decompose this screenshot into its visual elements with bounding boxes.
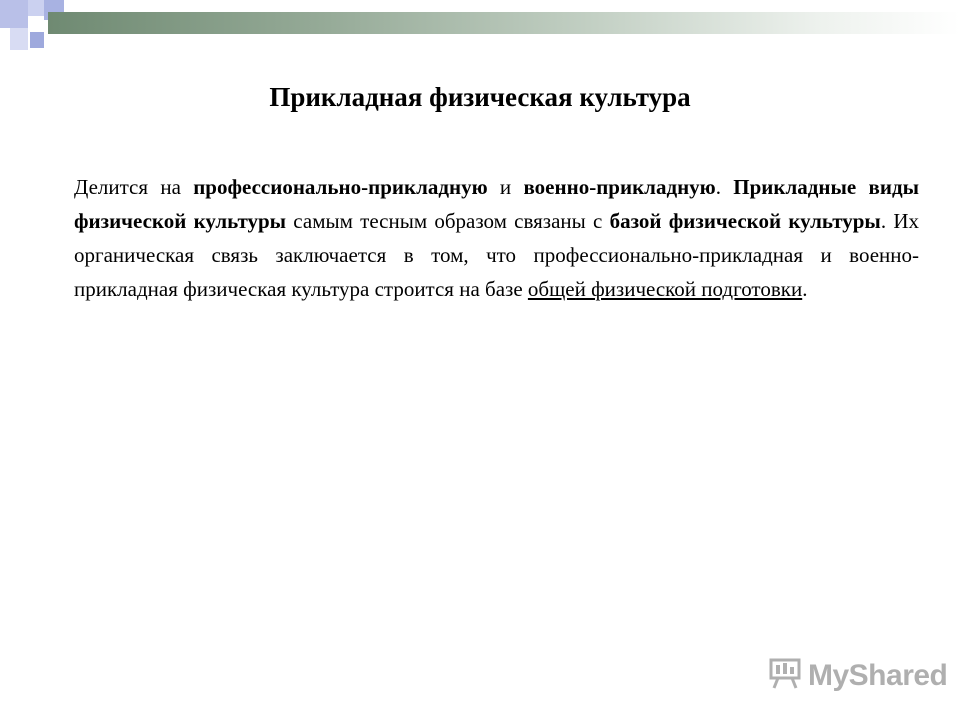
- bold-term: базой физической культуры: [609, 209, 881, 233]
- underlined-term: общей физической подготовки: [527, 277, 803, 301]
- bold-term: военно-прикладную: [523, 175, 716, 199]
- decor-square: [28, 0, 44, 16]
- text-segment: самым тесным образом связаны с: [286, 209, 610, 233]
- watermark: [768, 656, 947, 695]
- text-segment: .: [715, 175, 734, 199]
- decor-square: [10, 28, 28, 50]
- bold-term: профессионально-прикладную: [193, 175, 488, 199]
- slide-title: Прикладная физическая культура: [269, 82, 691, 112]
- slide-body-paragraph: [74, 170, 919, 306]
- text-segment: . Их органическая связь заключается в том, что профессионально-прикладная и военно-прикладная физическая культура строится на базе: [74, 209, 919, 301]
- decor-square: [0, 0, 28, 28]
- bold-term: Прикладные виды физической культуры: [74, 175, 919, 233]
- text-segment: Делится на: [74, 175, 194, 199]
- watermark-text: MyShared: [808, 658, 948, 692]
- decor-square: [30, 32, 44, 48]
- text-segment: и: [487, 175, 524, 199]
- text-segment: .: [802, 277, 808, 301]
- presentation-board-icon: [768, 656, 802, 695]
- header-gradient-band: [48, 12, 960, 34]
